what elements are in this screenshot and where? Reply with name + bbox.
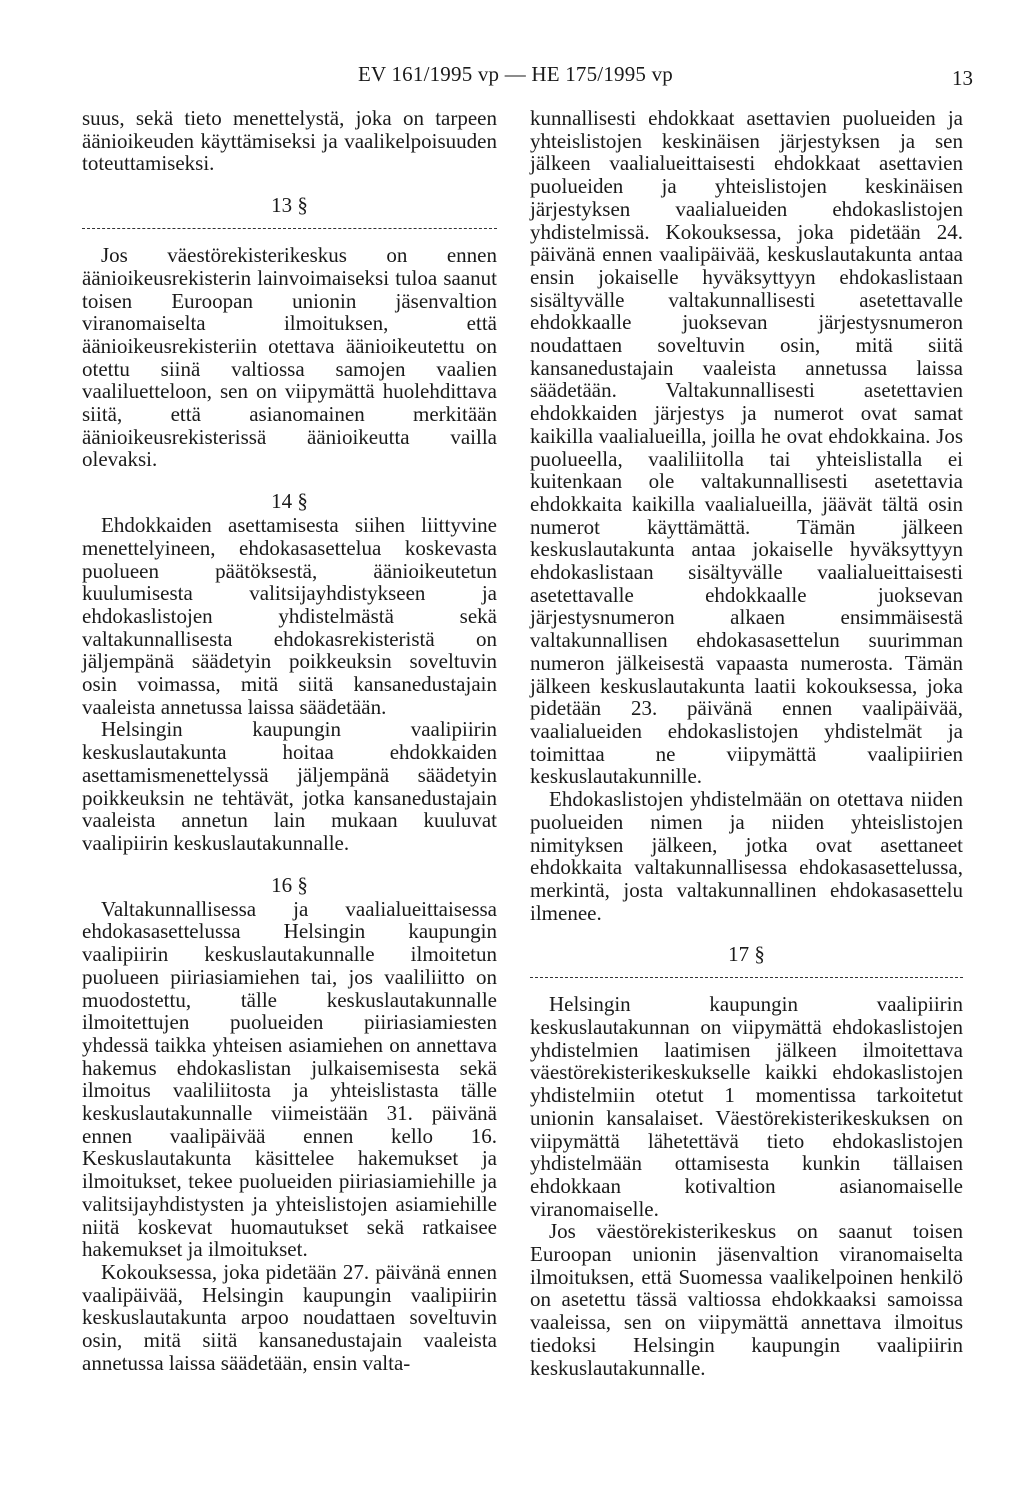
section-heading-17: 17 §: [728, 942, 765, 967]
omission-line: [82, 218, 497, 240]
section-heading-13: 13 §: [271, 193, 308, 218]
body-paragraph: Valtakunnallisessa ja vaalialueittaisessa ehdokasasettelussa Helsingin kaupungin vaalipiirin keskuslautakunnalle ilmoitetun puolueen piiriasiamiehen tai, jos vaaliliitto on muodostettu, tälle keskuslautakunnalle ilmoitettujen puolueiden piiriasiamiesten yhdessä taikka yhteisen asiamiehen on annettava hakemus ehdokaslistan julkaisemisesta sekä ilmoitus vaaliliitosta ja yhteislistasta tälle keskuslautakunnalle viimeistään 31. päivänä ennen vaalipäivää ennen kello 16. Keskuslautakunta käsittelee hakemukset ja ilmoitukset, tekee puolueiden piiriasiamiehille ja valitsijayhdistysten ja yhteislistojen asiamiehille niitä koskevat huomautukset sekä ratkaisee hakemukset ja ilmoitukset.: [82, 896, 497, 1262]
section-heading-14: 14 §: [271, 489, 308, 514]
body-paragraph: Ehdokaslistojen yhdistelmään on otettava niiden puolueiden nimen ja niiden yhteislistojen nimityksen jälkeen, jotka ovat asettaneet ehdokkaita valtakunnallisessa ehdokasasettelussa, merkintä, josta valtakunnallinen ehdokasasettelu ilmenee.: [530, 787, 963, 925]
continued-paragraph: suus, sekä tieto menettelystä, joka on tarpeen äänioikeuden käyttämiseksi ja vaalikelpoisuuden toteuttamiseksi.: [82, 106, 497, 176]
page-header: [0, 62, 1024, 92]
body-paragraph: Helsingin kaupungin vaalipiirin keskuslautakunta hoitaa ehdokkaiden asettamismenettelyssä jäljempänä säädetyin poikkeuksin ne tehtävät, jotka kansanedustajain vaaleista annetun lain mukaan kuuluvat vaalipiirin keskuslautakunnalle.: [82, 717, 497, 855]
continued-paragraph: kunnallisesti ehdokkaat asettavien puolueiden ja yhteislistojen keskinäisen järjestyksen ja sen jälkeen vaalialueittaisesti ehdokkaat asettavien puolueiden ja yhteislistojen keskinäisen järjestyksen vaalialueiden ehdokaslistojen yhdistelmissä. Kokouksessa, joka pidetään 24. päivänä ennen vaalipäivää, keskuslautakunta antaa ensin jokaiselle hyväksyttyyn ehdokaslistaan sisältyvälle valtakunnallisesti asetettavalle ehdokkaalle juoksevan järjestysnumeron noudattaen soveltuvin osin, mitä siitä kansanedustajain vaaleista annetussa laissa säädetään. Valtakunnallisesti asetettavien ehdokkaiden järjestys ja numerot ovat samat kaikilla vaalialueilla, joilla he ovat ehdokkaina. Jos puolueella, vaaliliitolla tai yhteislistalla ei kuitenkaan ole valtakunnallisesti asetettavia ehdokkaita kaikilla vaalialueilla, jäävät tältä osin numerot käyttämättä. Tämän jälkeen keskuslautakunta antaa jokaiselle hyväksyttyyn ehdokaslistaan sisältyvälle vaalialueittaisesti asetettavalle ehdokkaalle juoksevan järjestysnumeron alkaen ensimmäisestä valtakunnallisen ehdokasasettelun suurimman numeron jälkeisestä vapaasta numerosta. Tämän jälkeen keskuslautakunta laatii kokouksessa, joka pidetään 23. päivänä ennen vaalipäivää, vaalialueiden ehdokaslistojen yhdistelmät ja toimittaa ne viipymättä vaalipiirien keskuslautakunnille.: [530, 106, 963, 789]
running-head: EV 161/1995 vp — HE 175/1995 vp: [358, 62, 673, 86]
omission-line: [530, 967, 963, 989]
section-heading-16: 16 §: [271, 872, 308, 897]
body-paragraph: Jos väestörekisterikeskus on ennen äänioikeusrekisterin lainvoimaiseksi tuloa saanut toisen Euroopan unionin jäsenvaltion viranomaiselta ilmoituksen, että äänioikeusrekisteriin otettava äänioikeutettu on otettu siinä valtiossa samojen vaalien vaaliluetteloon, sen on viipymättä huolehdittava siitä, että asianomainen merkitään äänioikeusrekisterissä äänioikeutta vailla olevaksi.: [82, 243, 497, 472]
left-column: [82, 107, 497, 1374]
right-column: [530, 107, 963, 1379]
page-number: 13: [952, 66, 973, 90]
body-paragraph: Jos väestörekisterikeskus on saanut toisen Euroopan unionin jäsenvaltion viranomaiselta ilmoituksen, että Suomessa vaalikelpoinen henkilö on asetettu tässä valtiossa ehdokkaaksi samoissa vaaleissa, sen on viipymättä annettava ilmoitus tiedoksi Helsingin kaupungin vaalipiirin keskuslautakunnalle.: [530, 1219, 963, 1380]
body-paragraph: Ehdokkaiden asettamisesta siihen liittyvine menettelyineen, ehdokasasettelua koskevasta puolueen päätöksestä, äänioikeutetun kuulumisesta valitsijayhdistykseen ja ehdokaslistojen yhdistelmästä sekä valtakunnallisesta ehdokasrekisteristä on jäljempänä säädetyin poikkeuksin soveltuvin osin voimassa, mitä siitä kansanedustajain vaaleista annetussa laissa säädetään.: [82, 513, 497, 719]
body-paragraph: Helsingin kaupungin vaalipiirin keskuslautakunnan on viipymättä ehdokaslistojen yhdistelmien laatimisen jälkeen ilmoitettava väestörekisterikeskukselle kaikki ehdokaslistojen yhdistelmiin otetut 1 momentissa tarkoitetut unionin kansalaiset. Väestörekisterikeskuksen on viipymättä lähetettävä tieto ehdokaslistojen yhdistelmään ottamisesta kunkin tällaisen ehdokkaan kotivaltion asianomaiselle viranomaiselle.: [530, 992, 963, 1221]
body-paragraph: Kokouksessa, joka pidetään 27. päivänä ennen vaalipäivää, Helsingin kaupungin vaalipiirin keskuslautakunta arpoo noudattaen soveltuvin osin, mitä siitä kansanedustajain vaaleista annetussa laissa säädetään, ensin valta-: [82, 1259, 497, 1375]
